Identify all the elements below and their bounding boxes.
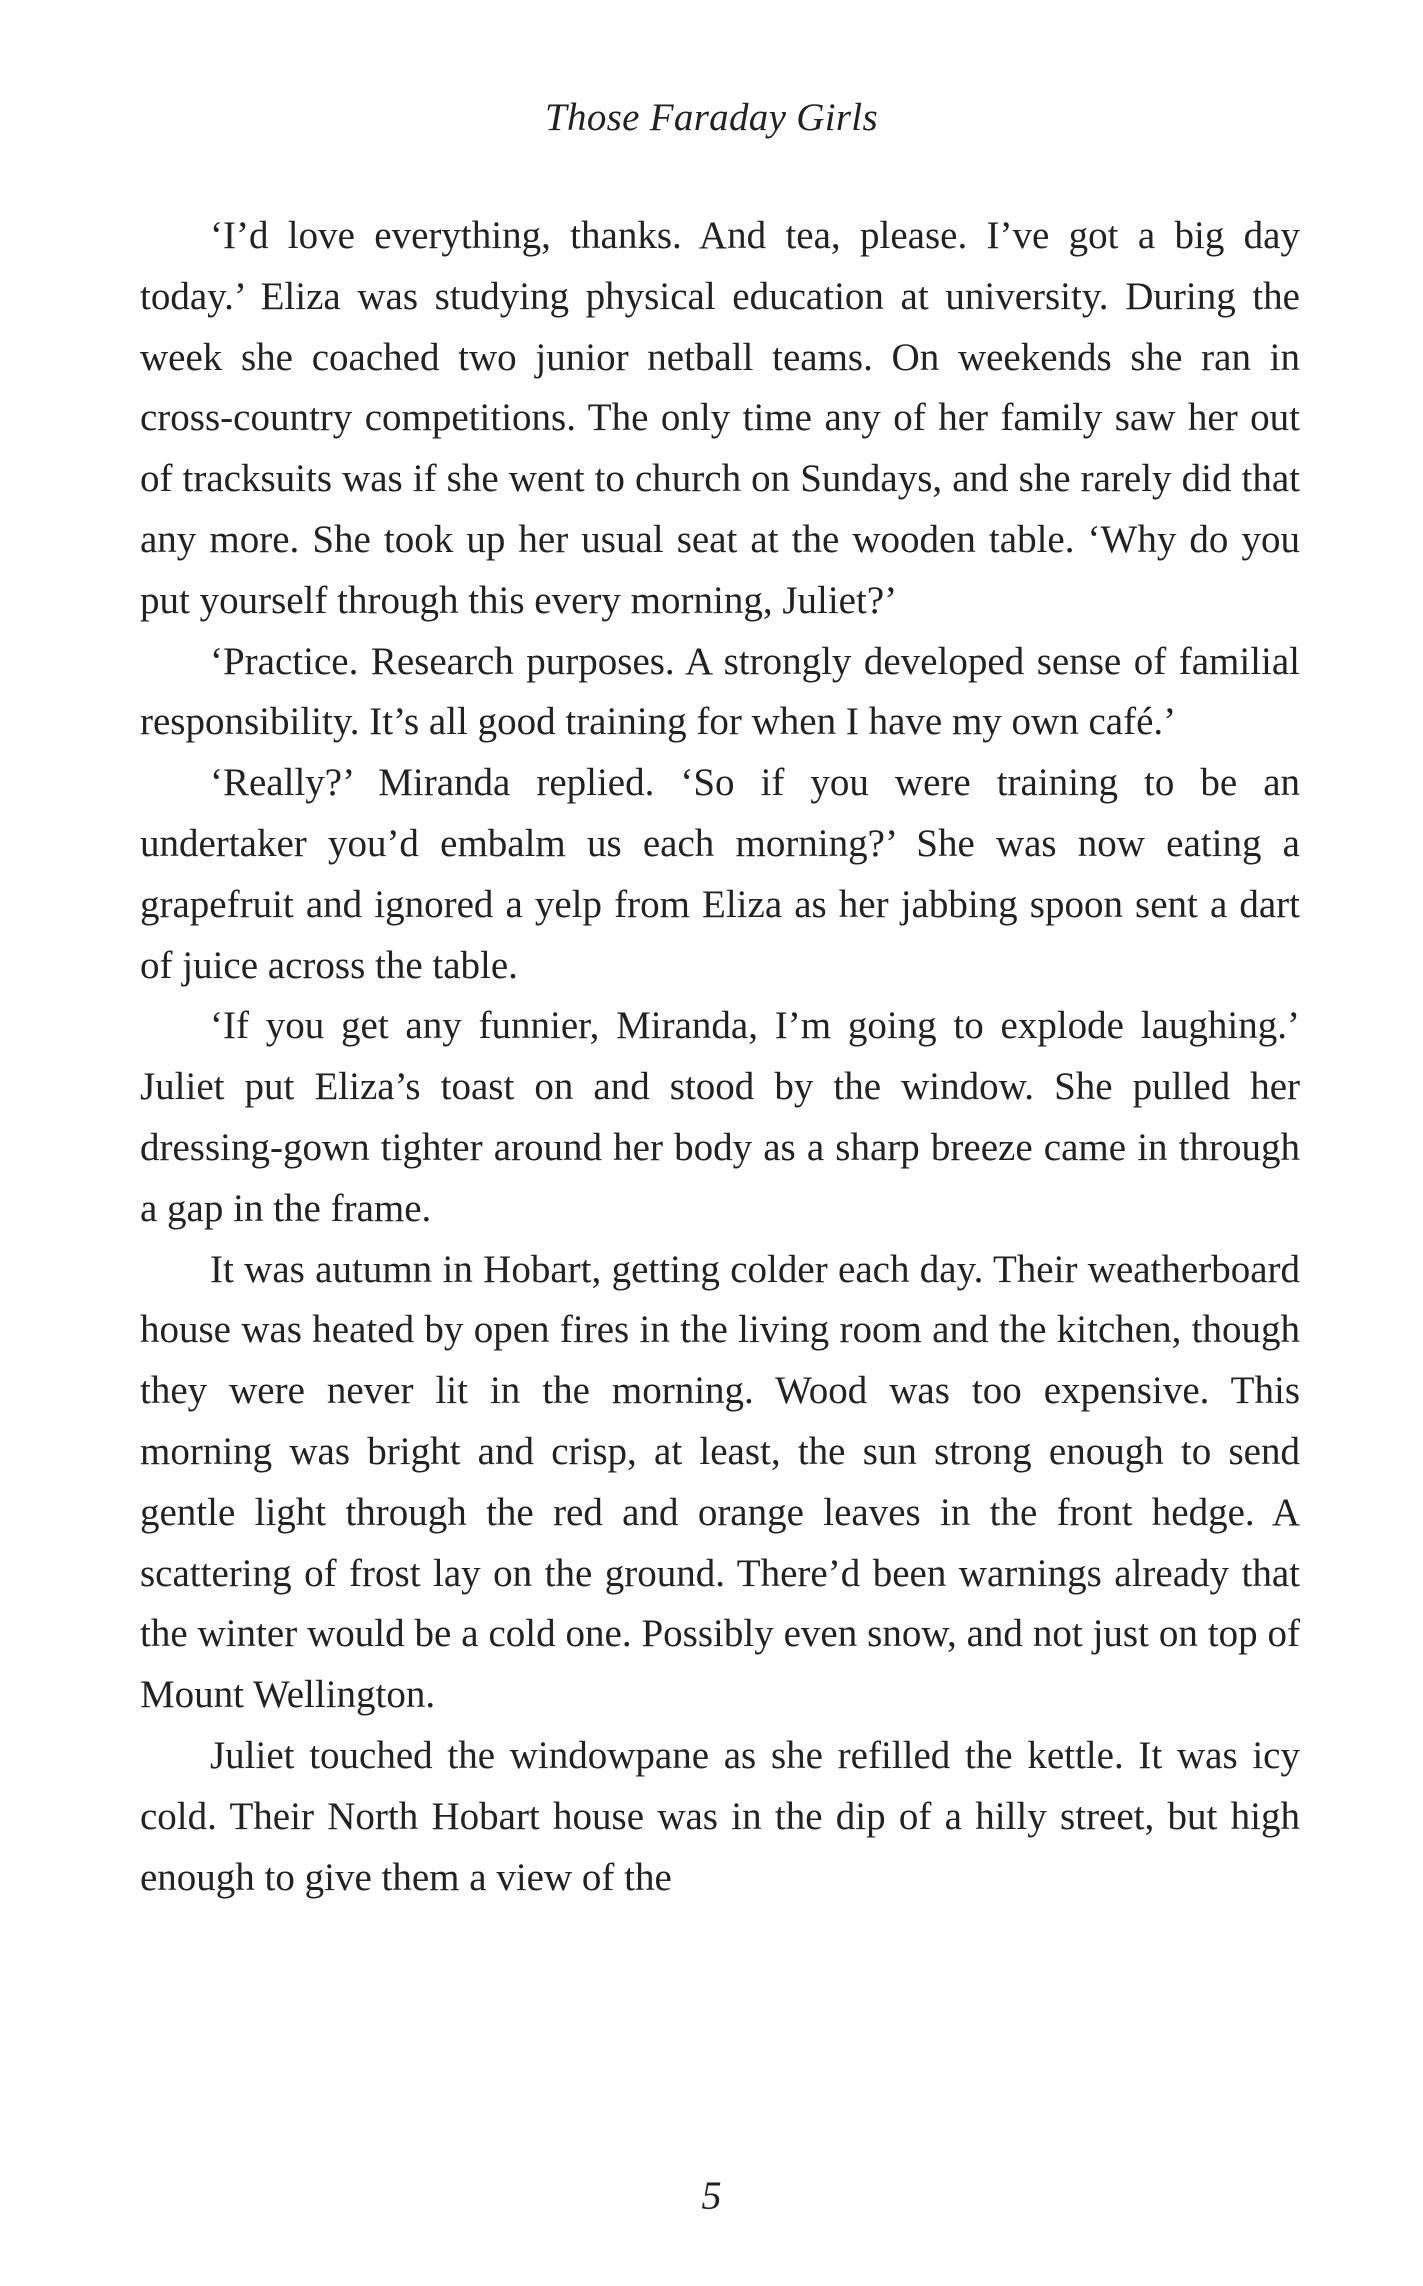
paragraph-1: ‘I’d love everything, thanks. And tea, please. I’ve got a big day today.’ Eliza was studying physical education at university. During the week she coached two junior netball teams. On weekends she ran in cross-country competitions. The only time any of her family saw her out of tracksuits was if she went to church on Sundays, and she rarely did that any more. She took up her usual seat at the wooden table. ‘Why do you put yourself through this every morning, Juliet?’: [140, 214, 1300, 622]
running-head: Those Faraday Girls: [545, 96, 878, 139]
body-text: [140, 206, 1300, 1908]
paragraph-4: ‘If you get any funnier, Miranda, I’m going to explode laughing.’ Juliet put Eliza’s toast on and stood by the window. She pulled her dressing-gown tighter around her body as a sharp breeze came in through a gap in the frame.: [140, 1004, 1300, 1230]
paragraph-5: It was autumn in Hobart, getting colder each day. Their weatherboard house was heated by open fires in the living room and the kitchen, though they were never lit in the morning. Wood was too expensive. This morning was bright and crisp, at least, the sun strong enough to send gentle light through the red and orange leaves in the front hedge. A scattering of frost lay on the ground. There’d been warnings already that the winter would be a cold one. Possibly even snow, and not just on top of Mount Wellington.: [140, 1247, 1300, 1717]
paragraph-3: ‘Really?’ Miranda replied. ‘So if you were training to be an undertaker you’d embalm us each morning?’ She was now eating a grapefruit and ignored a yelp from Eliza as her jabbing spoon sent a dart of juice across the table.: [140, 761, 1300, 987]
page-number: 5: [701, 2173, 722, 2218]
paragraph-6: Juliet touched the windowpane as she refilled the kettle. It was icy cold. Their North Hobart house was in the dip of a hilly street, but high enough to give them a view of the: [140, 1733, 1300, 1899]
paragraph-2: ‘Practice. Research purposes. A strongly developed sense of familial responsibility. It’s all good training for when I have my own café.’: [140, 639, 1300, 744]
